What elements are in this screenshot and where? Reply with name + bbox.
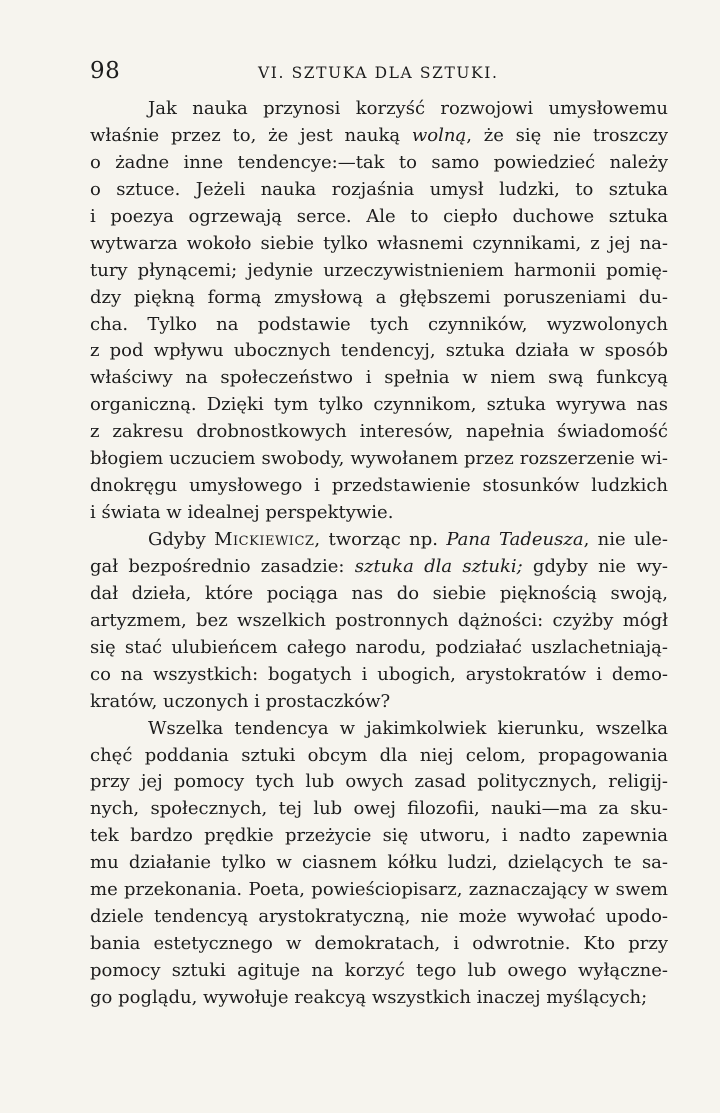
text-line: [90, 662, 668, 689]
text-line: [90, 608, 668, 635]
text-line: [90, 177, 668, 204]
text-run: właśnie przez to, że jest nauką: [90, 124, 412, 146]
text-line: [90, 96, 668, 123]
text-line: [90, 204, 668, 231]
text-line: [90, 231, 668, 258]
text-line: [90, 123, 668, 150]
text-run: Gdyby: [148, 529, 215, 550]
text-run: i poezya ogrzewają serce. Ale to ciepło duchowe sztuka: [90, 205, 668, 227]
text-line: [90, 258, 668, 285]
text-run: pomocy sztuki agituje na korzyć tego lub owego wyłączne-: [90, 960, 668, 981]
text-run: organiczną. Dzięki tym tylko czynnikom, sztuka wyrywa nas: [90, 394, 668, 416]
text-run: z pod wpływu ubocznych tendencyj, sztuka działa w sposób: [90, 340, 668, 362]
page-header: [90, 58, 630, 88]
text-line: [90, 473, 668, 500]
text-run: dnokręgu umysłowego i przedstawienie stosunków ludzkich: [90, 475, 668, 497]
text-line: [90, 581, 668, 608]
text-line: [90, 985, 668, 1012]
text-run: Wszelka tendencya w jakimkolwiek kierunku, wszelka: [148, 717, 668, 739]
text-line: [90, 392, 668, 419]
body-text: [90, 96, 668, 1012]
text-line: [90, 635, 668, 662]
text-line: [90, 554, 668, 581]
paragraph: [90, 716, 668, 1012]
text-run: mu działanie tylko w ciasnem kółku ludzi, dzielących te sa-: [90, 852, 668, 874]
text-run: kratów, uczonych i prostaczków?: [90, 690, 391, 712]
text-run: dał dzieła, które pociąga nas do siebie pięknością swoją,: [90, 582, 668, 604]
text-line: [90, 904, 668, 931]
text-line: [90, 796, 668, 823]
text-line: [90, 338, 668, 365]
text-run: , tworząc np.: [314, 529, 447, 550]
text-line: [90, 150, 668, 177]
paragraph: [90, 527, 668, 716]
italic-text: Pana Tadeusza: [446, 529, 584, 550]
text-line: [90, 931, 668, 958]
text-run: gał bezpośrednio zasadzie:: [90, 555, 355, 577]
text-line: [90, 743, 668, 770]
text-line: [90, 285, 668, 312]
text-line: [90, 500, 668, 527]
text-run: go poglądu, wywołuje reakcyą wszystkich inaczej myślących;: [90, 986, 648, 1008]
text-line: [90, 312, 668, 339]
text-line: [90, 823, 668, 850]
text-run: chęć poddania sztuki obcym dla niej celom, propagowania: [90, 744, 668, 766]
text-line: [90, 446, 668, 473]
running-head: VI. SZTUKA DLA SZTUKI.: [258, 64, 499, 82]
text-run: dzy piękną formą zmysłową a głębszemi poruszeniami du-: [90, 286, 668, 308]
text-line: [90, 689, 668, 716]
text-run: bania estetycznego w demokratach, i odwrotnie. Kto przy: [90, 933, 668, 955]
text-run: co na wszystkich: bogatych i ubogich, arystokratów i demo-: [90, 663, 668, 685]
text-run: Jak nauka przynosi korzyść rozwojowi umysłowemu: [148, 98, 668, 119]
text-run: o żadne inne tendencye:—tak to samo powiedzieć należy: [90, 151, 668, 173]
text-run: , że się nie troszczy: [466, 124, 668, 146]
text-line: [90, 850, 668, 877]
smallcaps-name: Mickiewicz: [214, 529, 315, 550]
text-run: wytwarza wokoło siebie tylko własnemi czynnikami, z jej na-: [90, 232, 668, 254]
text-run: dziele tendencyą arystokratyczną, nie może wywołać upodo-: [90, 906, 668, 928]
text-run: gdyby nie wy-: [522, 555, 668, 577]
text-run: artyzmem, bez wszelkich postronnych dążności: czyżby mógł: [90, 609, 668, 631]
text-line: [90, 527, 668, 554]
text-line: [90, 419, 668, 446]
text-run: błogiem uczuciem swobody, wywołanem przez rozszerzenie wi-: [90, 448, 668, 470]
text-run: , nie ule-: [583, 529, 668, 550]
text-run: z zakresu drobnostkowych interesów, napełnia świadomość: [90, 421, 668, 443]
text-run: cha. Tylko na podstawie tych czynników, wyzwolonych: [90, 313, 668, 335]
text-run: tek bardzo prędkie przeżycie się utworu, i nadto zapewnia: [90, 825, 668, 847]
italic-text: wolną: [411, 124, 467, 146]
text-run: nych, społecznych, tej lub owej filozofii, nauki—ma za sku-: [90, 798, 668, 820]
text-run: właściwy na społeczeństwo i spełnia w niem swą funkcyą: [90, 367, 668, 389]
text-run: się stać ulubieńcem całego narodu, podziałać uszlachetniają-: [90, 636, 668, 658]
italic-text: sztuka dla sztuki;: [354, 555, 523, 577]
text-run: me przekonania. Poeta, powieściopisarz, zaznaczający w swem: [90, 879, 668, 901]
text-run: o sztuce. Jeżeli nauka rozjaśnia umysł ludzki, to sztuka: [90, 178, 668, 200]
text-line: [90, 769, 668, 796]
paragraph: [90, 96, 668, 527]
text-line: [90, 365, 668, 392]
text-run: i świata w idealnej perspektywie.: [90, 502, 394, 524]
text-run: przy jej pomocy tych lub owych zasad politycznych, religij-: [90, 771, 668, 793]
text-line: [90, 958, 668, 985]
text-run: tury płynącemi; jedynie urzeczywistnieniem harmonii pomię-: [90, 259, 668, 281]
text-line: [90, 716, 668, 743]
page-number: 98: [90, 58, 121, 84]
text-line: [90, 877, 668, 904]
